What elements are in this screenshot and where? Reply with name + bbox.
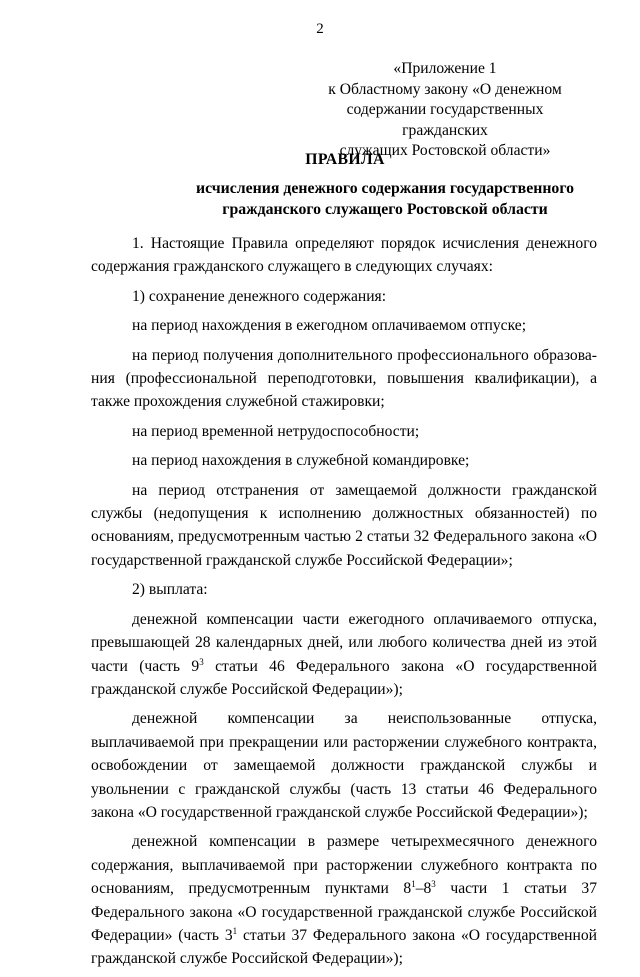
appendix-line: к Областному закону «О денежном <box>328 80 562 98</box>
paragraph-intro: 1. Настоящие Правила определяют порядок исчисления денежного содержания гражданского служащего в следующих случаях: <box>91 235 597 276</box>
superscript: 1 <box>232 925 238 936</box>
paragraph-item-1: 1) сохранение денежного содержания: <box>132 287 387 305</box>
paragraph-four-month-compensation <box>91 830 597 970</box>
paragraph-text: денежной компенсации в размере четырехмесячного денежного содержания, выплачиваемой при расторжении служебного контракта по основаниям, предусмотренным пунктами 8 <box>91 833 597 898</box>
paragraph-text: статьи 46 Федерального закона «О государственной гражданской службе Российской Федерации»); <box>91 657 597 698</box>
paragraph-text: статьи 37 Федерального закона «О государственной гражданской службе Российской Федерации»); <box>91 926 597 968</box>
document-title: ПРАВИЛА <box>305 151 385 168</box>
paragraph-business-trip: на период нахождения в служебной командировке; <box>132 452 470 470</box>
page-number: 2 <box>316 21 324 37</box>
superscript: 3 <box>199 656 204 667</box>
paragraph-unused-vacation: денежной компенсации за неиспользованные отпуска, выплачиваемой при прекращении или расторжении служебного контракта, освобождении от замещаемой должности гражданской службы и увольнении с гражданской службы (часть 13 статьи 46 Федерального закона «О государственной гражданской службе Российской Федерации»); <box>91 710 597 821</box>
paragraph-vacation-compensation <box>91 608 597 702</box>
paragraph-text: –8 <box>415 880 432 898</box>
subtitle-line: исчисления денежного содержания государственного <box>195 180 575 197</box>
paragraph-text: денежной компенсации части ежегодного оплачиваемого отпуска, превышающей 28 календарных дней, или любого количества дней из этой части (часть 9 <box>91 610 597 675</box>
document-subtitle <box>80 178 640 220</box>
document-body <box>91 232 597 977</box>
appendix-line: служащих Ростовской области» <box>339 142 551 159</box>
appendix-line: «Приложение 1 <box>393 60 497 77</box>
paragraph-education: на период получения дополнительного профессионального образования (профессиональной переподготовки, повышения квалификации), а также прохождения служебной стажировки; <box>91 346 597 411</box>
superscript: 1 <box>411 879 416 890</box>
paragraph-text: части 1 статьи 37 Федерального закона «О государственной гражданской службе Российской Федерации» (часть 3 <box>91 880 597 944</box>
appendix-header <box>302 59 588 162</box>
paragraph-sick-leave: на период временной нетрудоспособности; <box>132 422 420 440</box>
paragraph-vacation: на период нахождения в ежегодном оплачиваемом отпуске; <box>132 317 527 335</box>
paragraph-item-2: 2) выплата: <box>132 581 208 599</box>
appendix-line: содержании государственных гражданских <box>346 101 544 139</box>
subtitle-line: гражданского служащего Ростовской области <box>222 201 548 218</box>
paragraph-suspension: на период отстранения от замещаемой должности гражданской службы (недопущения к исполнению должностных обязанностей) по основаниям, предусмотренным частью 2 статьи 32 Федерального закона «О государственной гражданской службе Российской Федерации»; <box>91 481 597 569</box>
superscript: 3 <box>431 879 436 890</box>
